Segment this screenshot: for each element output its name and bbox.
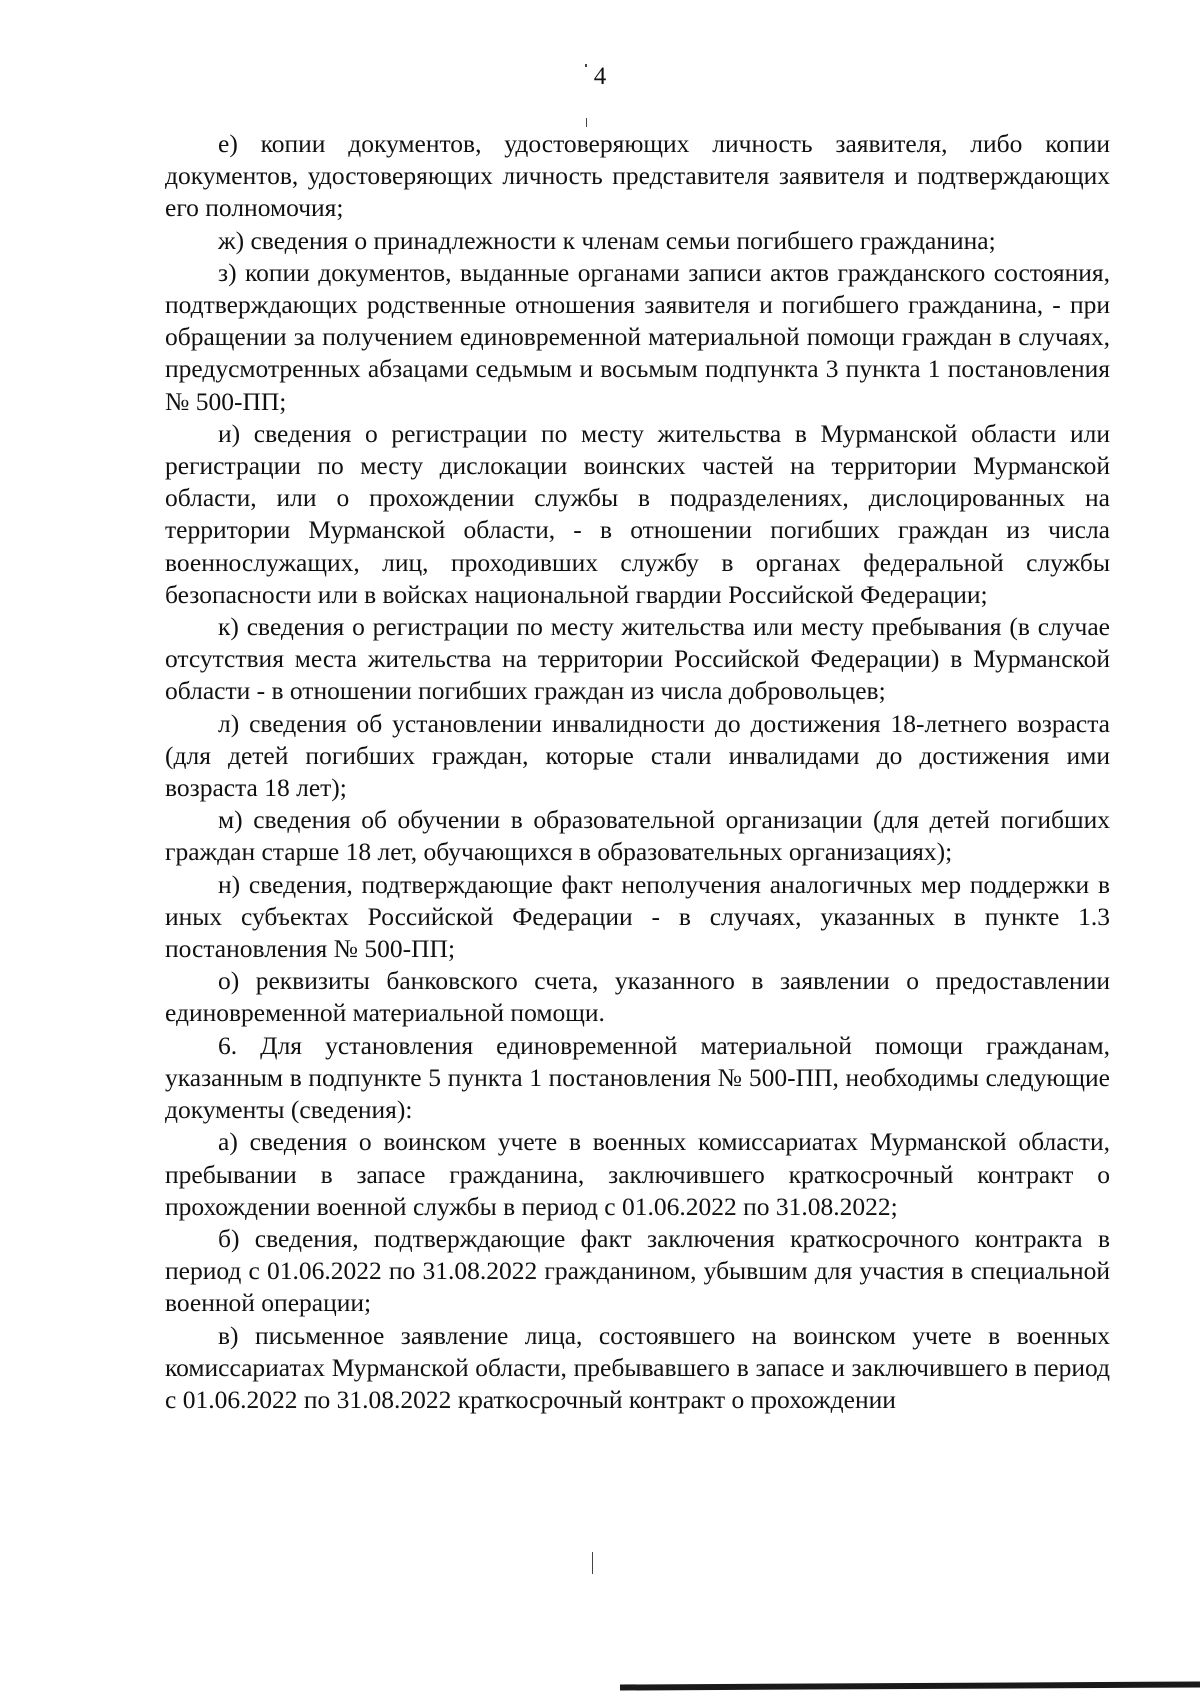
paragraph-n: н) сведения, подтверждающие факт неполучения аналогичных мер поддержки в иных субъектах Российской Федерации - в случаях, указанных в пункте 1.3 постановления № 500-ПП;	[165, 869, 1110, 964]
scan-artifact	[592, 1552, 593, 1574]
paragraph-m: м) сведения об обучении в образовательной организации (для детей погибших граждан старше 18 лет, обучающихся в образовательных организациях);	[165, 805, 1110, 867]
paragraph-a: а) сведения о воинском учете в военных комиссариатах Мурманской области, пребывании в запасе гражданина, заключившего краткосрочный контракт о прохождении военной службы в период с 01.06.2022 по 31.08.2022;	[165, 1127, 1110, 1221]
paragraph-l: л) сведения об установлении инвалидности до достижения 18-летнего возраста (для детей погибших граждан, которые стали инвалидами до достижения ими возраста 18 лет);	[165, 708, 1110, 803]
paragraph-b: б) сведения, подтверждающие факт заключения краткосрочного контракта в период с 01.06.2022 по 31.08.2022 гражданином, убывшим для участия в специальной военной операции;	[165, 1223, 1110, 1318]
paragraph-v: в) письменное заявление лица, состоявшего на воинском учете в военных комиссариатах Мурманской области, пребывавшего в запасе и заключившего в период с 01.06.2022 по 31.08.2022 краткосрочный контракт о прохождении	[165, 1320, 1110, 1414]
paragraph-o: о) реквизиты банковского счета, указанного в заявлении о предоставлении единовременной материальной помощи.	[165, 966, 1110, 1028]
paragraph-z: з) копии документов, выданные органами записи актов гражданского состояния, подтверждающих родственные отношения заявителя и погибшего гражданина, - при обращении за получением единовременной материальной помощи граждан в случаях, предусмотренных абзацами седьмым и восьмым подпункта 3 пункта 1 постановления № 500-ПП;	[165, 257, 1110, 416]
scan-artifact	[585, 64, 587, 67]
page-number: 4	[593, 63, 607, 90]
scan-artifact	[586, 118, 587, 127]
paragraph-k: к) сведения о регистрации по месту жительства или месту пребывания (в случае отсутствия места жительства на территории Российской Федерации) в Мурманской области - в отношении погибших граждан из числа добровольцев;	[165, 612, 1110, 706]
paragraph-i: и) сведения о регистрации по месту жительства в Мурманской области или регистрации по месту дислокации воинских частей на территории Мурманской области, или о прохождении службы в подразделениях, дислоцированных на территории Мурманской области, - в отношении погибших граждан из числа военнослужащих, лиц, проходивших службу в органах федеральной службы безопасности или в войсках национальной гвардии Российской Федерации;	[165, 418, 1110, 609]
paragraph-e: е) копии документов, удостоверяющих личность заявителя, либо копии документов, удостоверяющих личность представителя заявителя и подтверждающих его полномочия;	[165, 129, 1110, 223]
scan-edge-shadow	[620, 1681, 1200, 1690]
document-body	[165, 128, 1110, 1416]
paragraph-zh: ж) сведения о принадлежности к членам семьи погибшего гражданина;	[218, 225, 996, 255]
paragraph-6: 6. Для установления единовременной материальной помощи гражданам, указанным в подпункте 5 пункта 1 постановления № 500-ПП, необходимы следующие документы (сведения):	[165, 1030, 1110, 1125]
